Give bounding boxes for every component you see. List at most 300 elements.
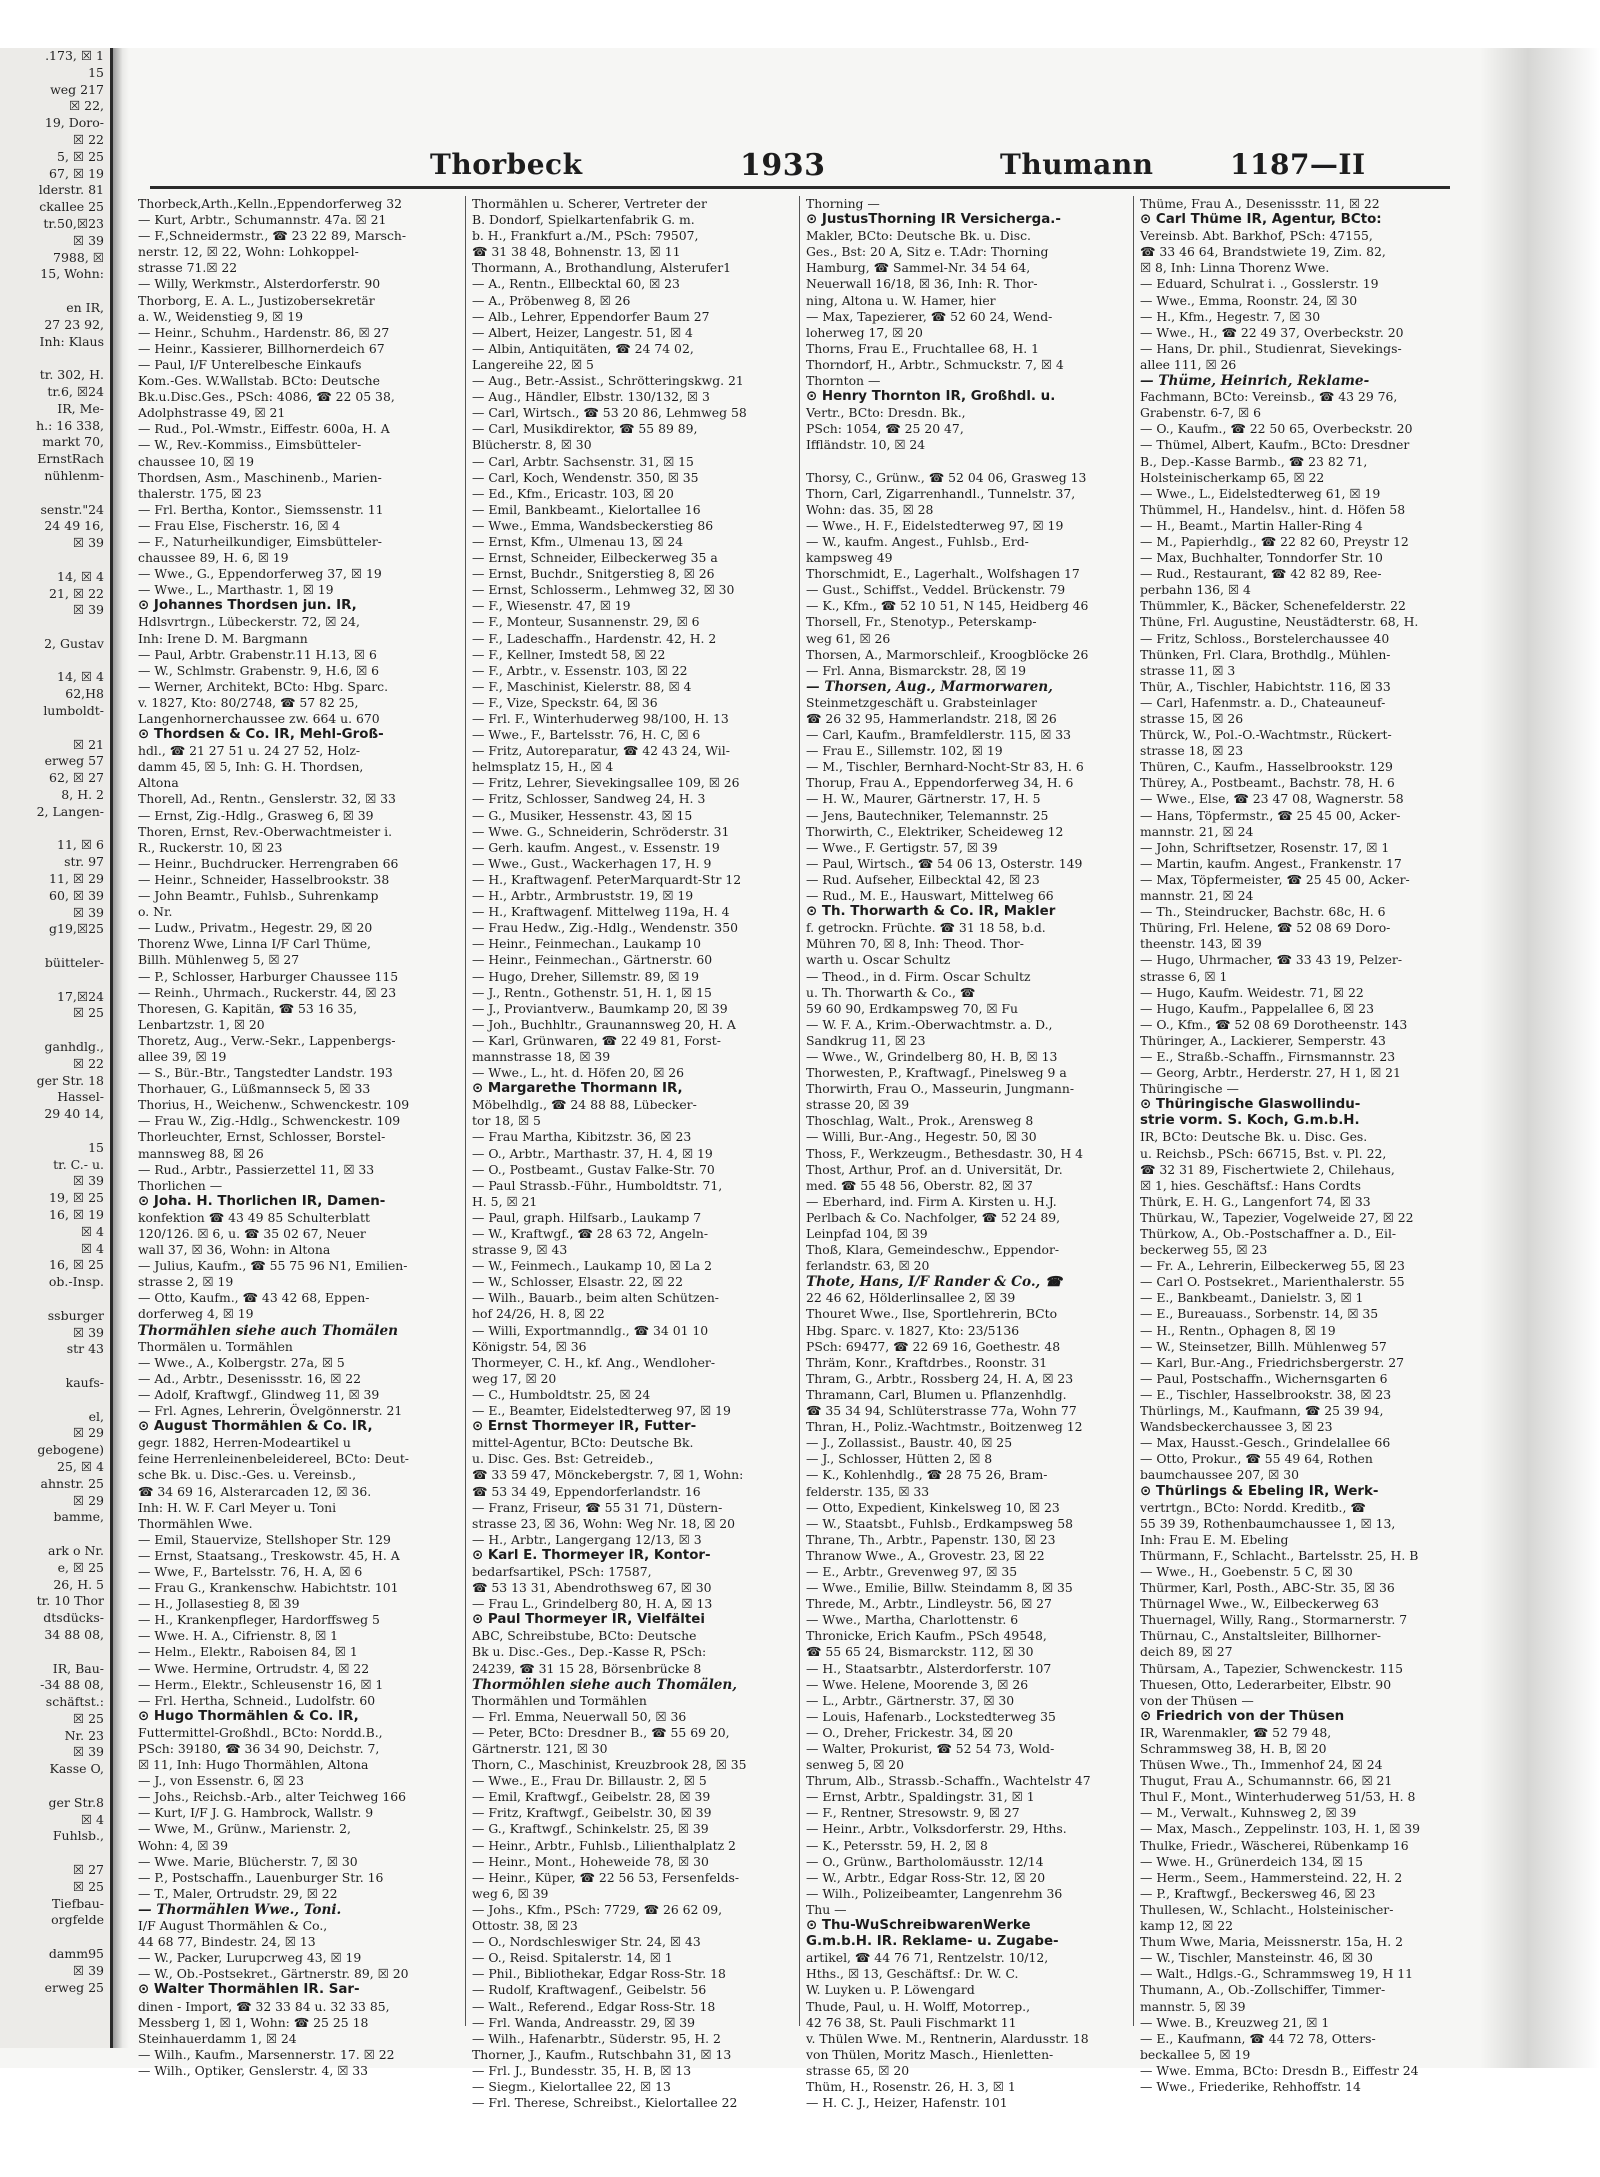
- directory-entry: — Wilh., Optiker, Genslerstr. 4, ☒ 33: [138, 2062, 369, 2078]
- directory-entry: Thorlichen —: [138, 1177, 223, 1193]
- directory-entry: — Ernst, Arbtr., Spaldingstr. 31, ☒ 1: [806, 1789, 1035, 1805]
- directory-entry: IR, Warenmakler, ☎ 52 79 48,: [1140, 1724, 1332, 1740]
- directory-entry: ⊙ August Thormählen & Co. IR,: [138, 1419, 373, 1435]
- directory-entry: feine Herrenleinenbeleidereel, BCto: Deut-: [138, 1451, 409, 1467]
- left-page-line: ☒ 39: [72, 535, 104, 551]
- left-page-line: ☒ 22,: [68, 98, 104, 114]
- directory-entry: Leinpfad 104, ☒ 39: [806, 1226, 928, 1241]
- directory-entry: b. H., Frankfurt a./M., PSch: 79507,: [472, 228, 699, 244]
- directory-entry: 44 68 77, Bindestr. 24, ☒ 13: [138, 1934, 316, 1950]
- directory-entry: ⊙ Margarethe Thormann IR,: [472, 1081, 683, 1097]
- directory-entry: Vertr., BCto: Dresdn. Bk.,: [806, 405, 966, 421]
- directory-entry: tor 18, ☒ 5: [472, 1113, 541, 1129]
- directory-entry: — K., Kfm., ☎ 52 10 51, N 145, Heidberg 46: [806, 598, 1089, 614]
- directory-entry: — Albin, Antiquitäten, ☎ 24 74 02,: [472, 340, 694, 356]
- directory-entry: Thürey, A., Postbeamt., Bachstr. 78, H. 6: [1140, 775, 1395, 791]
- directory-entry: v. Thülen Wwe. M., Rentnerin, Alardusstr. 18: [806, 2030, 1089, 2046]
- directory-entry: — Ernst, Kfm., Ulmenau 13, ☒ 24: [472, 533, 684, 549]
- directory-entry: — W., Arbtr., Edgar Ross-Str. 12, ☒ 20: [806, 1869, 1046, 1885]
- directory-entry: damm 45, ☒ 5, Inh: G. H. Thordsen,: [138, 759, 364, 775]
- directory-entry: — H., Arbtr., Langergang 12/13, ☒ 3: [472, 1531, 702, 1547]
- directory-entry: strie vorm. S. Koch, G.m.b.H.: [1140, 1113, 1360, 1129]
- directory-entry: — Aug., Betr.-Assist., Schrötteringskwg. 21: [472, 373, 744, 389]
- directory-entry: — G., Kraftwgf., Schinkelstr. 25, ☒ 39: [472, 1821, 709, 1837]
- directory-entry: — E., Bankbeamt., Danielstr. 3, ☒ 1: [1140, 1290, 1364, 1306]
- directory-entry: ☎ 33 59 47, Mönckebergstr. 7, ☒ 1, Wohn:: [472, 1467, 744, 1483]
- directory-entry: — Heinr., Buchdrucker. Herrengraben 66: [138, 855, 399, 871]
- directory-entry: — L., Arbtr., Gärtnerstr. 37, ☒ 30: [806, 1692, 1015, 1708]
- directory-entry: ⊙ Hugo Thormählen & Co. IR,: [138, 1708, 359, 1724]
- directory-entry: Futtermittel-Großhdl., BCto: Nordd.B.,: [138, 1724, 383, 1740]
- directory-entry: — Wwe. Helene, Moorende 3, ☒ 26: [806, 1676, 1029, 1692]
- directory-entry: — Frl. Agnes, Lehrerin, Övelgönnerstr. 21: [138, 1403, 403, 1419]
- directory-entry: — Emil, Bankbeamt., Kielortallee 16: [472, 501, 701, 517]
- directory-entry: — K., Kohlenhdlg., ☎ 28 75 26, Bram-: [806, 1467, 1048, 1483]
- directory-entry: vertrtgn., BCto: Nordd. Kreditb., ☎: [1140, 1499, 1366, 1515]
- directory-entry: ☎ 53 13 31, Abendrothsweg 67, ☒ 30: [472, 1580, 712, 1596]
- directory-entry: Thorns, Frau E., Fruchtallee 68, H. 1: [806, 340, 1040, 356]
- left-page-line: dtsdücks-: [43, 1610, 104, 1626]
- left-page-line: ☒ 4: [80, 1240, 104, 1256]
- directory-entry: Thorsell, Fr., Stenotyp., Peterskamp-: [806, 614, 1037, 630]
- left-page-line: ☒ 25: [72, 1710, 104, 1726]
- directory-entry: Thorwesten, P., Kraftwagf., Pinelsweg 9 a: [806, 1065, 1067, 1081]
- directory-entry: 24239, ☎ 31 15 28, Börsenbrücke 8: [472, 1660, 702, 1676]
- left-page-line: ssburger: [47, 1307, 104, 1323]
- left-page-line: IR, Bau-: [52, 1660, 104, 1676]
- directory-entry: — Reinh., Uhrmach., Ruckerstr. 44, ☒ 23: [138, 984, 397, 1000]
- directory-entry: 55 39 39, Rothenbaumchaussee 1, ☒ 13,: [1140, 1515, 1396, 1531]
- directory-entry: Thürk, E. H. G., Langenfort 74, ☒ 33: [1140, 1193, 1371, 1209]
- directory-entry: — Heinr., Feinmechan., Laukamp 10: [472, 936, 702, 952]
- directory-entry: mannstrasse 18, ☒ 39: [472, 1048, 611, 1064]
- left-page-line: [0, 1392, 110, 1409]
- directory-entry: — Wilh., Hafenarbtr., Süderstr. 95, H. 2: [472, 2030, 721, 2046]
- directory-entry: — Herm., Elektr., Schleusenstr 16, ☒ 1: [138, 1676, 384, 1692]
- directory-entry: Thormöhlen siehe auch Thomälen,: [472, 1676, 737, 1693]
- directory-entry: strasse 2, ☒ 19: [138, 1274, 234, 1290]
- directory-entry: — O., Kaufm., ☎ 22 50 65, Overbeckstr. 20: [1140, 421, 1413, 437]
- directory-entry: — Ernst, Staatsang., Treskowstr. 45, H. A: [138, 1547, 400, 1563]
- directory-entry: ning, Altona u. W. Hamer, hier: [806, 292, 996, 308]
- left-page-line: ErnstRach: [37, 451, 104, 467]
- directory-entry: — Wwe., Gust., Wackerhagen 17, H. 9: [472, 855, 712, 871]
- directory-entry: — J., Schlosser, Hütten 2, ☒ 8: [806, 1451, 993, 1467]
- directory-entry: — Paul Strassb.-Führ., Humboldtstr. 71,: [472, 1177, 723, 1193]
- header-year: 1933: [740, 148, 826, 183]
- directory-entry: — Gust., Schiffst., Veddel. Brückenstr. 79: [806, 582, 1066, 598]
- left-page-line: ☒ 39: [72, 1962, 104, 1978]
- directory-entry: — Paul, Wirtsch., ☎ 54 06 13, Osterstr. 149: [806, 855, 1083, 871]
- directory-entry: G.m.b.H. IR. Reklame- u. Zugabe-: [806, 1934, 1059, 1950]
- left-page-line: erweg 57: [44, 753, 104, 769]
- left-page-line: 62, ☒ 27: [49, 770, 104, 786]
- directory-entry: Thormählen siehe auch Thomälen: [138, 1322, 399, 1339]
- directory-entry: — F., Monteur, Susannenstr. 29, ☒ 6: [472, 614, 700, 630]
- directory-entry: Thormählen u. Scherer, Vertreter der: [472, 196, 707, 211]
- directory-entry: ⊙ Thürlings & Ebeling IR, Werk-: [1140, 1483, 1379, 1499]
- left-page-line: 7988, ☒: [53, 249, 104, 265]
- directory-entry: Thornton —: [806, 373, 881, 389]
- directory-entry: ☎ 32 31 89, Fischertwiete 2, Chilehaus,: [1140, 1161, 1395, 1177]
- directory-entry: — Joh., Buchhltr., Graunannsweg 20, H. A: [472, 1016, 736, 1032]
- left-page-line: [0, 821, 110, 838]
- directory-entry: Inh: H. W. F. Carl Meyer u. Toni: [138, 1499, 337, 1515]
- left-page-line: Tiefbau-: [51, 1895, 104, 1911]
- directory-entry: — G., Musiker, Hessenstr. 43, ☒ 15: [472, 807, 693, 823]
- directory-entry: — Frau L., Grindelberg 80, H. A, ☒ 13: [472, 1596, 713, 1612]
- directory-entry: — J., von Essenstr. 6, ☒ 23: [138, 1773, 304, 1789]
- directory-entry: — W. F. A., Krim.-Oberwachtmstr. a. D.,: [806, 1016, 1053, 1032]
- directory-entry: — John, Schriftsetzer, Rosenstr. 17, ☒ 1: [1140, 839, 1390, 855]
- left-page-line: ☒ 39: [72, 1173, 104, 1189]
- directory-entry: — Wwe., F. Gertigstr. 57, ☒ 39: [806, 839, 998, 855]
- directory-entry: — Ernst, Schlosserm., Lehmweg 32, ☒ 30: [472, 582, 735, 598]
- directory-entry: Thorborg, E. A. L., Justizobersekretär: [138, 292, 375, 308]
- directory-entry: — A., Rentn., Ellbecktal 60, ☒ 23: [472, 276, 680, 292]
- directory-entry: W. Luyken u. P. Löwengard: [806, 1982, 975, 1998]
- directory-entry: — E., Bureauass., Sorbenstr. 14, ☒ 35: [1140, 1306, 1379, 1322]
- directory-entry: — Willi, Exportmanndlg., ☎ 34 01 10: [472, 1322, 709, 1338]
- directory-entry: — Gerh. kaufm. Angest., v. Essenstr. 19: [472, 839, 720, 855]
- directory-entry: — H., Jollasestieg 8, ☒ 39: [138, 1596, 300, 1612]
- directory-entry: — Ed., Kfm., Ericastr. 103, ☒ 20: [472, 485, 674, 501]
- directory-entry: — H., Kfm., Hegestr. 7, ☒ 30: [1140, 308, 1321, 324]
- directory-entry: — Werner, Architekt, BCto: Hbg. Sparc.: [138, 678, 389, 694]
- directory-entry: B., Dep.-Kasse Barmb., ☎ 23 82 71,: [1140, 453, 1368, 469]
- directory-entry: PSch: 1054, ☎ 25 20 47,: [806, 421, 964, 437]
- directory-entry: Thorell, Ad., Rentn., Genslerstr. 32, ☒ 33: [138, 791, 396, 807]
- directory-entry: — Fritz, Kraftwgf., Geibelstr. 30, ☒ 39: [472, 1805, 712, 1821]
- header-page-number: 1187—II: [1230, 148, 1366, 181]
- directory-entry: Grabenstr. 6-7, ☒ 6: [1140, 405, 1261, 421]
- directory-entry: — Heinr., Schneider, Hasselbrookstr. 38: [138, 871, 390, 887]
- directory-entry: — W., Schlosser, Elsastr. 22, ☒ 22: [472, 1274, 684, 1290]
- left-page-line: ☒ 39: [72, 1744, 104, 1760]
- left-page-line: g19,☒25: [49, 921, 104, 937]
- directory-entry: — Frl. J., Bundesstr. 35, H. B, ☒ 13: [472, 2062, 692, 2078]
- directory-entry: — O., Grünw., Bartholomäusstr. 12/14: [806, 1853, 1044, 1869]
- directory-entry: — W., Staatsbt., Fuhlsb., Erdkampsweg 58: [806, 1515, 1074, 1531]
- directory-entry: Thude, Paul, u. H. Wolff, Motorrep.,: [806, 1998, 1031, 2014]
- directory-entry: ☎ 53 34 49, Eppendorferlandstr. 16: [472, 1483, 701, 1499]
- directory-entry: — Frl. F., Winterhuderweg 98/100, H. 13: [472, 711, 729, 726]
- directory-entry: — Wwe. Emma, BCto: Dresdn B., Eiffestr 24: [1140, 2062, 1419, 2078]
- directory-entry: Thormählen Wwe.: [138, 1515, 253, 1531]
- directory-entry: — F., Maschinist, Kielerstr. 88, ☒ 4: [472, 678, 692, 694]
- left-page-line: bamme,: [53, 1509, 104, 1525]
- directory-entry: — Alb., Lehrer, Eppendorfer Baum 27: [472, 308, 710, 324]
- directory-entry: Thürkau, W., Tapezier, Vogelweide 27, ☒ 22: [1140, 1209, 1414, 1225]
- directory-entry: Iffländstr. 10, ☒ 24: [806, 437, 926, 453]
- directory-entry: Thüring, Frl. Helene, ☎ 52 08 69 Doro-: [1140, 920, 1391, 936]
- directory-entry: Altona: [138, 775, 179, 791]
- directory-entry: — Carl, Kaufm., Bramfeldlerstr. 115, ☒ 33: [806, 727, 1072, 743]
- directory-entry: Thrum, Alb., Strassb.-Schaffn., Wachtelstr 47: [806, 1773, 1091, 1789]
- directory-entry: — Hugo, Uhrmacher, ☎ 33 43 19, Pelzer-: [1140, 952, 1403, 968]
- left-page-line: 60, ☒ 39: [49, 887, 104, 903]
- left-page-line: senstr."24: [40, 501, 104, 517]
- left-page-line: .173, ☒ 1: [45, 48, 104, 63]
- directory-entry: bedarfsartikel, PSch: 17587,: [472, 1563, 652, 1579]
- directory-entry: — W., Kraftwgf., ☎ 28 63 72, Angeln-: [472, 1226, 709, 1241]
- left-page-line: schäftst.:: [45, 1694, 104, 1710]
- directory-entry: Thünken, Frl. Clara, Brothdlg., Mühlen-: [1140, 646, 1391, 662]
- directory-entry: baumchaussee 207, ☒ 30: [1140, 1467, 1299, 1483]
- directory-entry: Thorwirth, Frau O., Masseurin, Jungmann-: [806, 1081, 1075, 1097]
- directory-entry: — John Beamtr., Fuhlsb., Suhrenkamp: [138, 888, 379, 904]
- left-page-line: [0, 283, 110, 300]
- directory-entry: — H. W., Maurer, Gärtnerstr. 17, H. 5: [806, 791, 1041, 807]
- directory-entry: Thürnagel Wwe., W., Eilbeckerweg 63: [1140, 1596, 1380, 1612]
- directory-entry: — Frl. Wanda, Andreasstr. 29, ☒ 39: [472, 2014, 696, 2030]
- directory-entry: konfektion ☎ 43 49 85 Schulterblatt: [138, 1209, 371, 1225]
- directory-entry: ⊙ Johannes Thordsen jun. IR,: [138, 598, 357, 614]
- directory-entry: Thumann, A., Ob.-Zollschiffer, Timmer-: [1140, 1982, 1386, 1998]
- left-page-line: 2, Langen-: [36, 803, 104, 819]
- directory-entry: ⊙ Friedrich von der Thüsen: [1140, 1708, 1345, 1724]
- directory-entry: — Helm., Elektr., Raboisen 84, ☒ 1: [138, 1644, 358, 1660]
- directory-entry: o. Nr.: [138, 904, 173, 920]
- directory-entry: — Wwe., Emma, Roonstr. 24, ☒ 30: [1140, 292, 1358, 308]
- directory-entry: Neuerwall 16/18, ☒ 36, Inh: R. Thor-: [806, 276, 1038, 292]
- directory-entry: — Thümel, Albert, Kaufm., BCto: Dresdner: [1140, 437, 1410, 453]
- directory-entry: Adolphstrasse 49, ☒ 21: [138, 405, 286, 421]
- directory-entry: — Otto, Kaufm., ☎ 43 42 68, Eppen-: [138, 1290, 370, 1306]
- directory-entry: — Heinr., Mont., Hoheweide 78, ☒ 30: [472, 1853, 709, 1869]
- left-page-line: [0, 350, 110, 367]
- directory-entry: sche Bk. u. Disc.-Ges. u. Vereinsb.,: [138, 1467, 357, 1483]
- directory-entry: — F., Naturheilkundiger, Eimsbütteler-: [138, 533, 382, 549]
- directory-entry: — Thüme, Heinrich, Reklame-: [1140, 373, 1370, 390]
- directory-entry: felderstr. 135, ☒ 33: [806, 1483, 930, 1499]
- directory-entry: dorferweg 4, ☒ 19: [138, 1306, 254, 1322]
- directory-entry: strasse 20, ☒ 39: [806, 1097, 910, 1113]
- directory-entry: — Wwe., H., ☎ 22 49 37, Overbeckstr. 20: [1140, 324, 1404, 340]
- directory-entry: weg 17, ☒ 20: [472, 1370, 557, 1386]
- directory-entry: mittel-Agentur, BCto: Deutsche Bk.: [472, 1435, 694, 1451]
- directory-entry: — Rud., Arbtr., Passierzettel 11, ☒ 33: [138, 1161, 375, 1177]
- directory-entry: Thronicke, Erich Kaufm., PSch 49548,: [806, 1628, 1047, 1644]
- directory-entry: beckallee 5, ☒ 19: [1140, 2046, 1251, 2062]
- page-edge: [1480, 48, 1600, 2068]
- directory-entry: — Ernst, Zig.-Hdlg., Grasweg 6, ☒ 39: [138, 807, 374, 823]
- directory-entry: Thoren, Ernst, Rev.-Oberwachtmeister i.: [138, 823, 393, 839]
- directory-entry: — Wwe., Martha, Charlottenstr. 6: [806, 1612, 1019, 1628]
- directory-entry: Thum Wwe, Maria, Meissnerstr. 15a, H. 2: [1140, 1934, 1403, 1950]
- left-page-line: Fuhlsb.,: [52, 1828, 104, 1844]
- directory-entry: Thümmel, H., Handelsv., hint. d. Höfen 58: [1140, 501, 1406, 517]
- directory-entry: — Frl. Anna, Bismarckstr. 28, ☒ 19: [806, 662, 1027, 678]
- left-page-line: erweg 25: [44, 1979, 104, 1995]
- left-page-line: tr. C.- u.: [53, 1156, 104, 1172]
- directory-entry: — Frl. Emma, Neuerwall 50, ☒ 36: [472, 1708, 687, 1724]
- left-page-line: [0, 552, 110, 569]
- directory-entry: — Martin, kaufm. Angest., Frankenstr. 17: [1140, 855, 1402, 871]
- directory-entry: — Wwe, F., Bartelsstr. 76, H. A, ☒ 6: [138, 1563, 363, 1579]
- directory-entry: Thorleuchter, Ernst, Schlosser, Borstel-: [138, 1129, 386, 1145]
- book-gutter: [113, 48, 129, 2048]
- directory-entry: a. W., Weidenstieg 9, ☒ 19: [138, 308, 303, 324]
- directory-entry: deich 89, ☒ 27: [1140, 1644, 1233, 1660]
- directory-entry: — E., Beamter, Eidelstedterweg 97, ☒ 19: [472, 1403, 731, 1419]
- left-page-line: 16, ☒ 25: [49, 1257, 104, 1273]
- directory-entry: — Hugo, Kaufm., Pappelallee 6, ☒ 23: [1140, 1000, 1374, 1016]
- directory-entry: Sandkrug 11, ☒ 23: [806, 1032, 926, 1048]
- directory-entry: — F., Ladeschaffn., Hardenstr. 42, H. 2: [472, 630, 717, 646]
- directory-entry: — A., Pröbenweg 8, ☒ 26: [472, 292, 631, 308]
- header-rule: [150, 186, 1450, 189]
- directory-entry: Thul F., Mont., Winterhuderweg 51/53, H. 8: [1140, 1789, 1416, 1805]
- directory-entry: Thräm, Konr., Kraftdrbes., Roonstr. 31: [806, 1354, 1048, 1370]
- directory-entry: — S., Bür.-Btr., Tangstedter Landstr. 193: [138, 1065, 393, 1081]
- directory-entry: Thorning —: [806, 196, 880, 211]
- left-page-line: nühlenm-: [44, 467, 104, 483]
- directory-entry: Thoschlag, Walt., Prok., Arensweg 8: [806, 1113, 1034, 1129]
- left-page-line: [0, 1929, 110, 1946]
- directory-entry: ⊙ Carl Thüme IR, Agentur, BCto:: [1140, 212, 1382, 228]
- directory-entry: — Jens, Bautechniker, Telemannstr. 25: [806, 807, 1049, 823]
- directory-entry: Thorenz Wwe, Linna I/F Carl Thüme,: [138, 936, 371, 952]
- left-page-line: [0, 1358, 110, 1375]
- left-page-line: tr. 302, H.: [39, 367, 104, 383]
- directory-entry: Thoresen, G. Kapitän, ☎ 53 16 35,: [138, 1000, 358, 1016]
- directory-entry: — W., Steinsetzer, Billh. Mühlenweg 57: [1140, 1338, 1387, 1354]
- left-page-line: ☒ 39: [72, 1324, 104, 1340]
- page-header: [130, 140, 1470, 188]
- directory-entry: Thuesen, Otto, Lederarbeiter, Elbstr. 90: [1140, 1676, 1392, 1692]
- directory-entry: — Ad., Arbtr., Desenissstr. 16, ☒ 22: [138, 1370, 362, 1386]
- left-page-line: weg 217: [50, 81, 104, 97]
- directory-entry: — F., Vize, Speckstr. 64, ☒ 36: [472, 694, 658, 710]
- directory-entry: — Louis, Hafenarb., Lockstedterweg 35: [806, 1708, 1056, 1724]
- directory-entry: — Frau Else, Fischerstr. 16, ☒ 4: [138, 517, 341, 533]
- directory-entry: strasse 23, ☒ 36, Wohn: Weg Nr. 18, ☒ 20: [472, 1515, 736, 1531]
- left-page-line: [0, 1644, 110, 1661]
- directory-entry: Vereinsb. Abt. Barkhof, PSch: 47155,: [1140, 228, 1373, 244]
- directory-entry: — Heinr., Feinmechan., Gärtnerstr. 60: [472, 952, 713, 968]
- directory-entry: u. Disc. Ges. Bst: Getreideb.,: [472, 1451, 654, 1467]
- directory-entry: Steinmetzgeschäft u. Grabsteinlager: [806, 694, 1037, 710]
- directory-entry: ⊙ Ernst Thormeyer IR, Futter-: [472, 1419, 697, 1435]
- directory-entry: Thorsy, C., Grünw., ☎ 52 04 06, Grasweg 13: [806, 469, 1087, 485]
- directory-entry: — O., Reisd. Spitalerstr. 14, ☒ 1: [472, 1950, 673, 1966]
- directory-entry: — H. C. J., Heizer, Hafenstr. 101: [806, 2095, 1008, 2111]
- left-page-line: 62,H8: [65, 686, 104, 702]
- directory-entry: Thormeyer, C. H., kf. Ang., Wendloher-: [472, 1354, 716, 1370]
- directory-entry: Hbg. Sparc. v. 1827, Kto: 23/5136: [806, 1322, 1020, 1338]
- directory-entry: — Walt., Referend., Edgar Ross-Str. 18: [472, 1998, 716, 2014]
- directory-entry: — Wwe. Marie, Blücherstr. 7, ☒ 30: [138, 1853, 358, 1869]
- directory-entry: u. Reichsb., PSch: 66715, Bst. v. Pl. 22,: [1140, 1145, 1387, 1161]
- directory-entry: — Heinr., Kassierer, Billhornerdeich 67: [138, 340, 385, 356]
- directory-entry: Langenhornerchaussee zw. 664 u. 670: [138, 711, 380, 726]
- directory-entry: — J., Rentn., Gothenstr. 51, H. 1, ☒ 15: [472, 984, 712, 1000]
- directory-entry: Thüsen Wwe., Th., Immenhof 24, ☒ 24: [1140, 1757, 1383, 1773]
- directory-entry: Thüm, H., Rosenstr. 26, H. 3, ☒ 1: [806, 2078, 1016, 2094]
- left-page-line: ckallee 25: [39, 199, 104, 215]
- directory-entry: — Wwe., G., Eppendorferweg 37, ☒ 19: [138, 566, 382, 582]
- directory-entry: Thüren, C., Kaufm., Hasselbrookstr. 129: [1140, 759, 1393, 775]
- directory-entry: ⊙ Karl E. Thormeyer IR, Kontor-: [472, 1547, 711, 1563]
- left-page-line: str. 97: [64, 854, 104, 870]
- directory-entry: — Wwe. G., Schneiderin, Schröderstr. 31: [472, 823, 730, 839]
- directory-entry: — Ludw., Privatm., Hegestr. 29, ☒ 20: [138, 920, 373, 936]
- directory-entry: Thürnau, C., Anstaltsleiter, Billhorner-: [1140, 1628, 1381, 1644]
- directory-entry: H. 5, ☒ 21: [472, 1193, 538, 1209]
- directory-entry: — Wwe., Emilie, Billw. Steindamm 8, ☒ 35: [806, 1580, 1073, 1596]
- left-page-line: tr.6, ☒24: [47, 383, 104, 399]
- directory-entry: IR, BCto: Deutsche Bk. u. Disc. Ges.: [1140, 1129, 1368, 1145]
- directory-entry: mannsweg 88, ☒ 26: [138, 1145, 264, 1161]
- directory-entry: — Rud., Pol.-Wmstr., Eiffestr. 600a, H. A: [138, 421, 390, 437]
- directory-columns: [138, 196, 1468, 2111]
- directory-entry: Thürlings, M., Kaufmann, ☎ 25 39 94,: [1140, 1403, 1384, 1419]
- directory-entry: strasse 71.☒ 22: [138, 260, 238, 276]
- directory-entry: — Siegm., Kielortallee 22, ☒ 13: [472, 2078, 671, 2094]
- directory-entry: — Carl, Hafenmstr. a. D., Chateauneuf-: [1140, 694, 1386, 710]
- directory-entry: — O., Nordschleswiger Str. 24, ☒ 43: [472, 1934, 701, 1950]
- directory-entry: — Hans, Töpfermstr., ☎ 25 45 00, Acker-: [1140, 807, 1401, 823]
- directory-entry: Königstr. 54, ☒ 36: [472, 1338, 587, 1354]
- directory-entry: Messberg 1, ☒ 1, Wohn: ☎ 25 25 18: [138, 2014, 369, 2030]
- directory-entry: kampsweg 49: [806, 550, 893, 566]
- left-page-line: 34 88 08,: [44, 1626, 104, 1642]
- directory-entry: ⊙ Henry Thornton IR, Großhdl. u.: [806, 389, 1056, 405]
- directory-entry: Thoss, F., Werkzeugm., Bethesdastr. 30, H 4: [806, 1145, 1084, 1161]
- directory-entry: — Herm., Seem., Hammersteind. 22, H. 2: [1140, 1869, 1403, 1885]
- directory-entry: Makler, BCto: Deutsche Bk. u. Disc.: [806, 228, 1031, 244]
- directory-entry: — Wilh., Polizeibeamter, Langenrehm 36: [806, 1885, 1063, 1901]
- directory-entry: chaussee 89, H. 6, ☒ 19: [138, 550, 289, 566]
- directory-entry: Thram, G., Arbtr., Rossberg 24, H. A, ☒ 23: [806, 1370, 1074, 1386]
- directory-entry: — Max, Töpfermeister, ☎ 25 45 00, Acker-: [1140, 871, 1410, 887]
- directory-entry: Thürsam, A., Tapezier, Schwenckestr. 115: [1140, 1660, 1404, 1676]
- directory-entry: strasse 9, ☒ 43: [472, 1242, 568, 1258]
- directory-entry: Thu —: [806, 1901, 847, 1917]
- directory-entry: Threde, M., Arbtr., Lindleystr. 56, ☒ 27: [806, 1596, 1052, 1612]
- directory-entry: 120/126. ☒ 6, u. ☎ 35 02 67, Neuer: [138, 1226, 366, 1241]
- directory-entry: ⊙ Th. Thorwarth & Co. IR, Makler: [806, 904, 1056, 920]
- directory-entry: PSch: 39180, ☎ 36 34 90, Deichstr. 7,: [138, 1741, 380, 1756]
- directory-entry: Steinhauerdamm 1, ☒ 24: [138, 2030, 297, 2046]
- directory-entry: f. getrockn. Früchte. ☎ 31 18 58, b.d.: [806, 920, 1046, 936]
- directory-entry: loherweg 17, ☒ 20: [806, 324, 923, 340]
- left-page-line: damm95: [48, 1946, 104, 1962]
- left-page-line: 25, ☒ 4: [57, 1458, 104, 1474]
- directory-entry: Blücherstr. 8, ☒ 30: [472, 437, 592, 453]
- directory-entry: — C., Humboldtstr. 25, ☒ 24: [472, 1386, 651, 1402]
- left-page-line: e, ☒ 25: [57, 1559, 104, 1575]
- directory-entry: Thorn, C., Maschinist, Kreuzbrook 28, ☒ 35: [472, 1757, 747, 1773]
- directory-entry: — Thorsen, Aug., Marmorwaren,: [806, 678, 1053, 695]
- directory-entry: Thormählen und Tormählen: [472, 1692, 647, 1708]
- left-page-line: 17,☒24: [57, 988, 104, 1004]
- left-page-line: [0, 1123, 110, 1140]
- left-page-line: ganhdlg.,: [44, 1039, 104, 1055]
- left-page-line: ☒ 21: [72, 736, 104, 752]
- column-1: [138, 196, 460, 2078]
- directory-entry: — Franz, Friseur, ☎ 55 31 71, Düstern-: [472, 1499, 723, 1515]
- directory-entry: Thranow Wwe., A., Grovestr. 23, ☒ 22: [806, 1547, 1045, 1563]
- directory-entry: — Wwe., W., Grindelberg 80, H. B, ☒ 13: [806, 1048, 1058, 1064]
- directory-entry: I/F August Thormählen & Co.,: [138, 1918, 328, 1934]
- left-page-line: [0, 1845, 110, 1862]
- directory-entry: Thorsen, A., Marmorschleif., Kroogblöcke 26: [806, 646, 1089, 662]
- directory-entry: — E., Kaufmann, ☎ 44 72 78, Otters-: [1140, 2030, 1376, 2046]
- directory-entry: — W., Tischler, Mansteinstr. 46, ☒ 30: [1140, 1950, 1373, 1966]
- directory-entry: Thorbeck,Arth.,Kelln.,Eppendorferweg 32: [138, 196, 402, 211]
